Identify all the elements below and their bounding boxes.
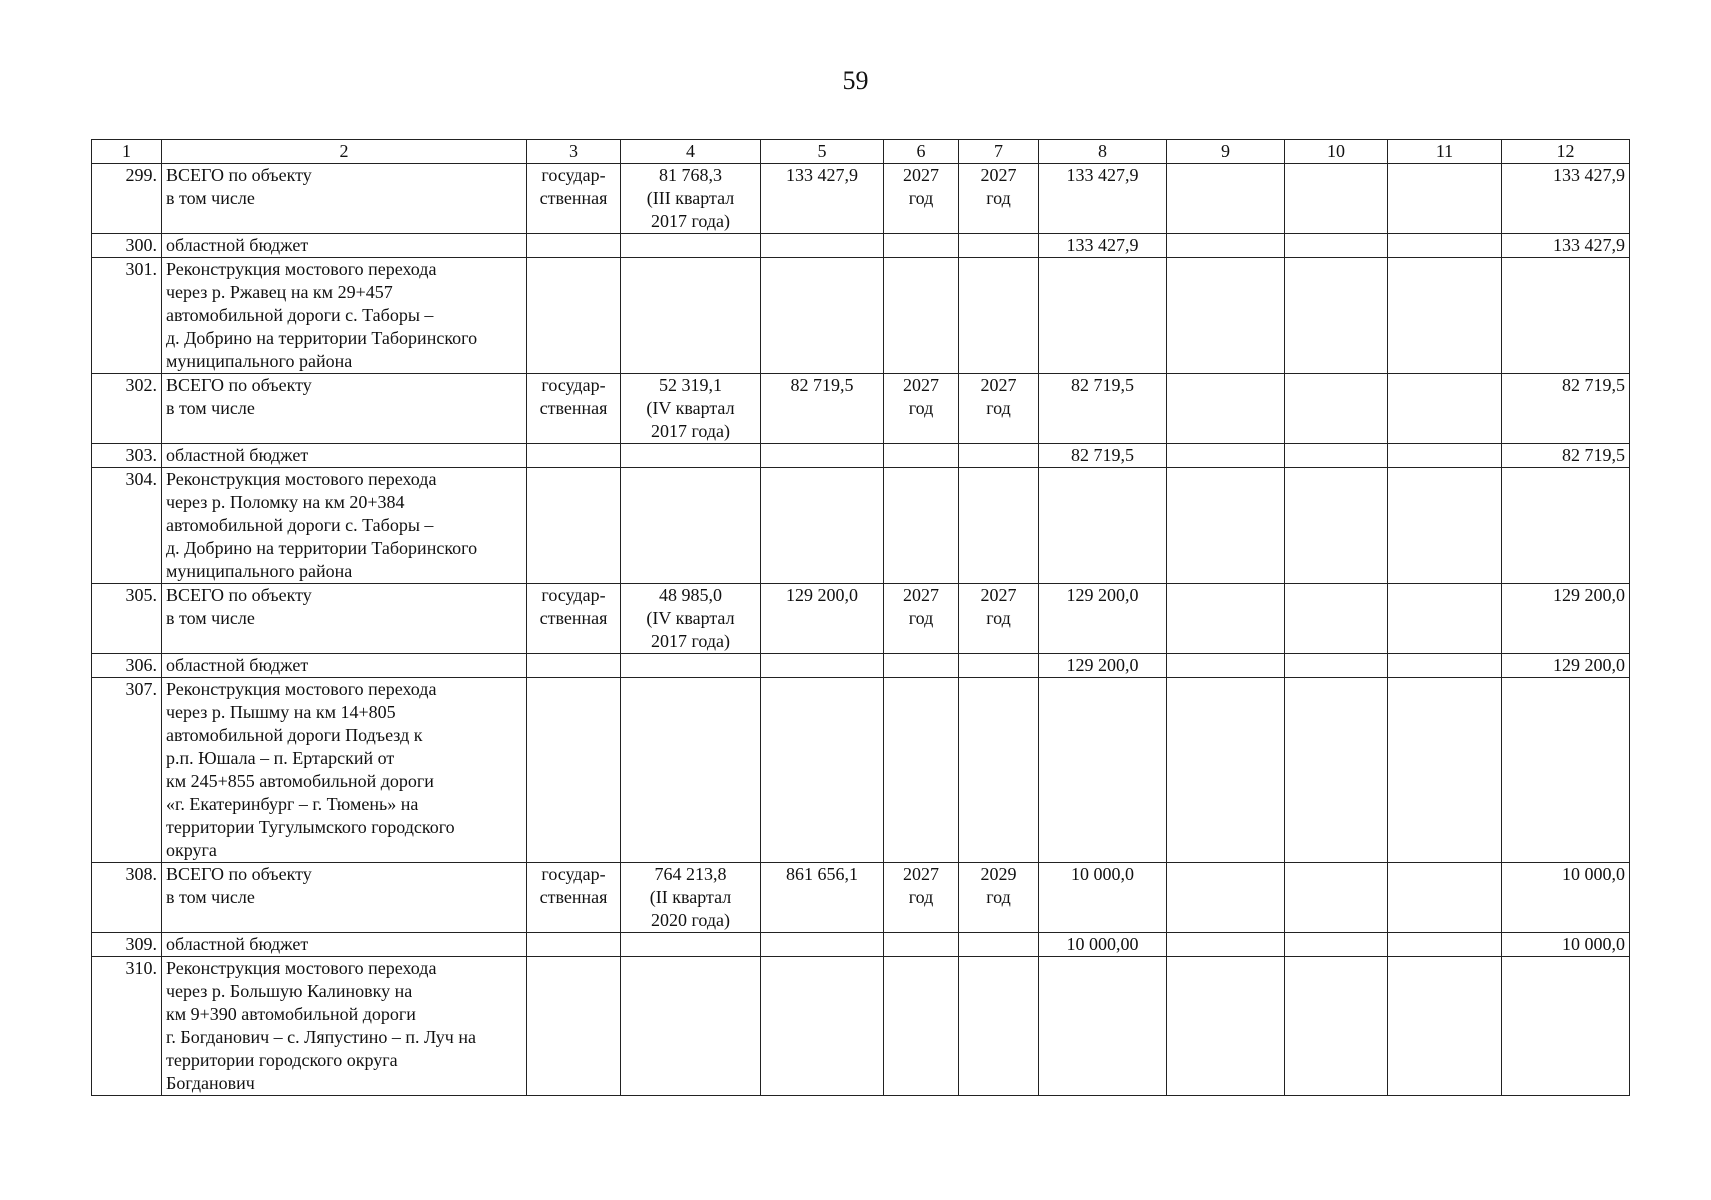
start-year <box>884 444 959 468</box>
col-8-amount: 82 719,5 <box>1039 374 1167 444</box>
col-11 <box>1388 234 1502 258</box>
item-name: областной бюджет <box>162 654 527 678</box>
estimated-cost: 48 985,0 (IV квартал 2017 года) <box>621 584 761 654</box>
col-8-amount: 133 427,9 <box>1039 234 1167 258</box>
col-11 <box>1388 678 1502 863</box>
col-12-amount: 133 427,9 <box>1502 164 1630 234</box>
column-header: 11 <box>1388 140 1502 164</box>
estimated-cost <box>621 933 761 957</box>
col-12-amount: 10 000,0 <box>1502 863 1630 933</box>
col-12-amount: 82 719,5 <box>1502 374 1630 444</box>
ownership-type <box>527 444 621 468</box>
start-year: 2027 год <box>884 584 959 654</box>
item-name: областной бюджет <box>162 234 527 258</box>
ownership-type <box>527 957 621 1096</box>
estimated-cost <box>621 258 761 374</box>
col-9 <box>1167 374 1285 444</box>
end-year <box>959 654 1039 678</box>
col-10 <box>1285 678 1388 863</box>
row-number: 301. <box>92 258 162 374</box>
col-12-amount <box>1502 678 1630 863</box>
column-header: 1 <box>92 140 162 164</box>
col-8-amount: 82 719,5 <box>1039 444 1167 468</box>
col-11 <box>1388 863 1502 933</box>
table-row <box>92 933 1630 957</box>
end-year: 2027 год <box>959 374 1039 444</box>
col-8-amount <box>1039 258 1167 374</box>
total-cost <box>761 654 884 678</box>
estimated-cost: 81 768,3 (III квартал 2017 года) <box>621 164 761 234</box>
row-number: 305. <box>92 584 162 654</box>
start-year <box>884 258 959 374</box>
data-table <box>91 139 1630 1096</box>
end-year <box>959 678 1039 863</box>
estimated-cost: 52 319,1 (IV квартал 2017 года) <box>621 374 761 444</box>
total-cost: 82 719,5 <box>761 374 884 444</box>
item-name: Реконструкция мостового перехода через р. Пышму на км 14+805 автомобильной дороги Подъезд к р.п. Юшала – п. Ертарский от км 245+855 автомобильной дороги «г. Екатеринбург – г. Тюмень» на территории Тугулымского городского округа <box>162 678 527 863</box>
col-9 <box>1167 444 1285 468</box>
row-number: 308. <box>92 863 162 933</box>
col-12-amount: 129 200,0 <box>1502 584 1630 654</box>
col-11 <box>1388 654 1502 678</box>
col-10 <box>1285 933 1388 957</box>
total-cost: 129 200,0 <box>761 584 884 654</box>
col-9 <box>1167 863 1285 933</box>
column-header: 7 <box>959 140 1039 164</box>
start-year <box>884 234 959 258</box>
col-9 <box>1167 957 1285 1096</box>
col-8-amount <box>1039 678 1167 863</box>
col-9 <box>1167 584 1285 654</box>
table-row <box>92 863 1630 933</box>
col-12-amount: 82 719,5 <box>1502 444 1630 468</box>
total-cost: 861 656,1 <box>761 863 884 933</box>
total-cost: 133 427,9 <box>761 164 884 234</box>
col-8-amount <box>1039 957 1167 1096</box>
col-8-amount: 129 200,0 <box>1039 584 1167 654</box>
table-row <box>92 468 1630 584</box>
row-number: 304. <box>92 468 162 584</box>
table-body <box>92 140 1630 1096</box>
end-year: 2029 год <box>959 863 1039 933</box>
row-number: 302. <box>92 374 162 444</box>
table-row <box>92 258 1630 374</box>
ownership-type <box>527 654 621 678</box>
total-cost <box>761 468 884 584</box>
ownership-type <box>527 258 621 374</box>
col-8-amount: 133 427,9 <box>1039 164 1167 234</box>
ownership-type: государ- ственная <box>527 863 621 933</box>
col-9 <box>1167 468 1285 584</box>
item-name: ВСЕГО по объекту в том числе <box>162 374 527 444</box>
col-8-amount: 129 200,0 <box>1039 654 1167 678</box>
column-header: 8 <box>1039 140 1167 164</box>
col-10 <box>1285 164 1388 234</box>
ownership-type: государ- ственная <box>527 164 621 234</box>
col-10 <box>1285 374 1388 444</box>
ownership-type <box>527 468 621 584</box>
ownership-type <box>527 234 621 258</box>
col-9 <box>1167 678 1285 863</box>
estimated-cost <box>621 654 761 678</box>
col-10 <box>1285 234 1388 258</box>
table-row <box>92 164 1630 234</box>
end-year <box>959 258 1039 374</box>
table-row <box>92 374 1630 444</box>
ownership-type: государ- ственная <box>527 584 621 654</box>
col-12-amount: 133 427,9 <box>1502 234 1630 258</box>
col-11 <box>1388 258 1502 374</box>
column-header: 2 <box>162 140 527 164</box>
col-12-amount: 129 200,0 <box>1502 654 1630 678</box>
end-year <box>959 468 1039 584</box>
start-year: 2027 год <box>884 374 959 444</box>
end-year <box>959 957 1039 1096</box>
col-11 <box>1388 468 1502 584</box>
col-8-amount: 10 000,00 <box>1039 933 1167 957</box>
row-number: 300. <box>92 234 162 258</box>
col-10 <box>1285 584 1388 654</box>
row-number: 310. <box>92 957 162 1096</box>
item-name: Реконструкция мостового перехода через р. Поломку на км 20+384 автомобильной дороги с. Таборы – д. Добрино на территории Таборинского муниципального района <box>162 468 527 584</box>
table-row <box>92 957 1630 1096</box>
col-8-amount: 10 000,0 <box>1039 863 1167 933</box>
total-cost <box>761 933 884 957</box>
estimated-cost: 764 213,8 (II квартал 2020 года) <box>621 863 761 933</box>
column-header: 9 <box>1167 140 1285 164</box>
page-number: 59 <box>842 66 869 95</box>
total-cost <box>761 258 884 374</box>
col-10 <box>1285 654 1388 678</box>
start-year: 2027 год <box>884 863 959 933</box>
start-year <box>884 468 959 584</box>
col-8-amount <box>1039 468 1167 584</box>
col-12-amount: 10 000,0 <box>1502 933 1630 957</box>
ownership-type: государ- ственная <box>527 374 621 444</box>
end-year: 2027 год <box>959 584 1039 654</box>
col-12-amount <box>1502 468 1630 584</box>
column-header: 10 <box>1285 140 1388 164</box>
total-cost <box>761 234 884 258</box>
estimated-cost <box>621 957 761 1096</box>
row-number: 306. <box>92 654 162 678</box>
col-11 <box>1388 444 1502 468</box>
estimated-cost <box>621 444 761 468</box>
table-row <box>92 678 1630 863</box>
start-year: 2027 год <box>884 164 959 234</box>
col-11 <box>1388 584 1502 654</box>
start-year <box>884 654 959 678</box>
column-header: 6 <box>884 140 959 164</box>
item-name: областной бюджет <box>162 444 527 468</box>
col-12-amount <box>1502 957 1630 1096</box>
column-header: 4 <box>621 140 761 164</box>
end-year <box>959 234 1039 258</box>
col-9 <box>1167 654 1285 678</box>
row-number: 309. <box>92 933 162 957</box>
column-header: 5 <box>761 140 884 164</box>
column-header: 12 <box>1502 140 1630 164</box>
col-11 <box>1388 374 1502 444</box>
table-row <box>92 654 1630 678</box>
total-cost <box>761 678 884 863</box>
end-year <box>959 933 1039 957</box>
col-11 <box>1388 164 1502 234</box>
column-header: 3 <box>527 140 621 164</box>
col-10 <box>1285 957 1388 1096</box>
start-year <box>884 678 959 863</box>
col-9 <box>1167 258 1285 374</box>
item-name: ВСЕГО по объекту в том числе <box>162 164 527 234</box>
table-row <box>92 584 1630 654</box>
end-year <box>959 444 1039 468</box>
estimated-cost <box>621 234 761 258</box>
col-10 <box>1285 258 1388 374</box>
estimated-cost <box>621 678 761 863</box>
col-10 <box>1285 444 1388 468</box>
total-cost <box>761 957 884 1096</box>
col-10 <box>1285 468 1388 584</box>
total-cost <box>761 444 884 468</box>
row-number: 299. <box>92 164 162 234</box>
end-year: 2027 год <box>959 164 1039 234</box>
col-11 <box>1388 933 1502 957</box>
item-name: Реконструкция мостового перехода через р. Ржавец на км 29+457 автомобильной дороги с. Таборы – д. Добрино на территории Таборинского муниципального района <box>162 258 527 374</box>
row-number: 307. <box>92 678 162 863</box>
item-name: ВСЕГО по объекту в том числе <box>162 584 527 654</box>
item-name: ВСЕГО по объекту в том числе <box>162 863 527 933</box>
start-year <box>884 957 959 1096</box>
col-9 <box>1167 933 1285 957</box>
col-10 <box>1285 863 1388 933</box>
row-number: 303. <box>92 444 162 468</box>
ownership-type <box>527 933 621 957</box>
col-9 <box>1167 164 1285 234</box>
table-row <box>92 444 1630 468</box>
col-9 <box>1167 234 1285 258</box>
col-12-amount <box>1502 258 1630 374</box>
table-row <box>92 234 1630 258</box>
item-name: Реконструкция мостового перехода через р. Большую Калиновку на км 9+390 автомобильной дороги г. Богданович – с. Ляпустино – п. Луч на территории городского округа Богданович <box>162 957 527 1096</box>
header-row <box>92 140 1630 164</box>
start-year <box>884 933 959 957</box>
item-name: областной бюджет <box>162 933 527 957</box>
estimated-cost <box>621 468 761 584</box>
ownership-type <box>527 678 621 863</box>
col-11 <box>1388 957 1502 1096</box>
